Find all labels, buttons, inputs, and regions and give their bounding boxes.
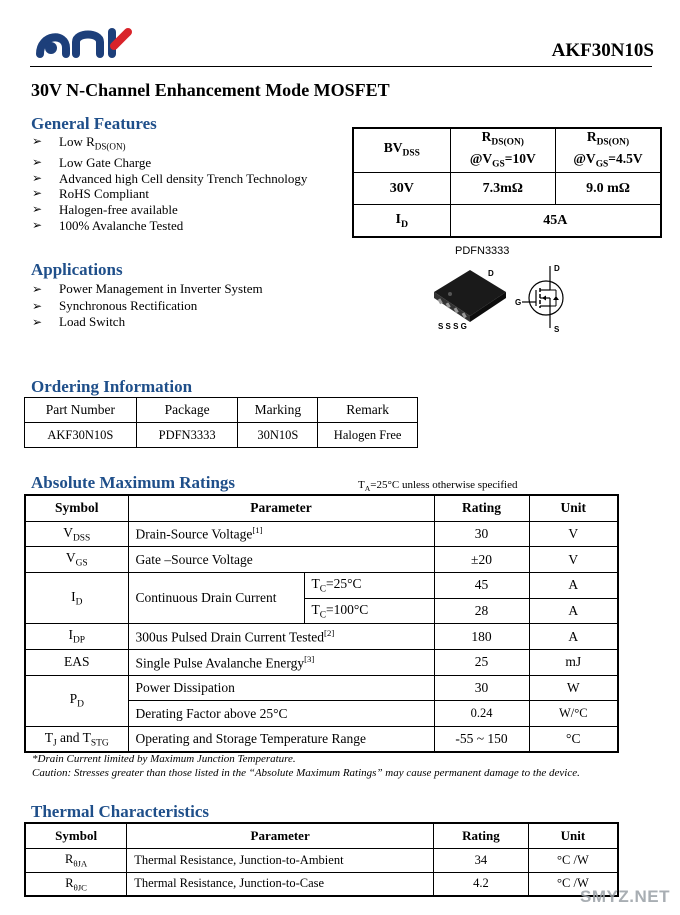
mosfet-symbol-icon — [512, 262, 572, 334]
spec-id-label: $I_D$ — [353, 205, 450, 237]
amr-rating: 0.24 — [434, 701, 529, 727]
feature-item: ➢ Halogen-free available — [32, 201, 178, 217]
amr-unit: °C — [529, 727, 618, 753]
header-rule — [30, 66, 652, 67]
thermal-unit: °C /W — [528, 872, 618, 896]
amr-header-unit: Unit — [529, 495, 618, 521]
spec-bvdss-value: 30V — [353, 173, 450, 205]
spec-bvdss-header: $BV_{DSS}$ — [353, 128, 450, 173]
table-row — [25, 848, 618, 872]
amr-unit: W/°C — [529, 701, 618, 727]
thermal-header-symbol: Symbol — [25, 823, 127, 848]
amr-parameter: Single Pulse Avalanche Energy[3] — [128, 649, 434, 675]
thermal-table — [24, 822, 619, 897]
ordering-marking: 30N10S — [238, 423, 318, 448]
ordering-part: AKF30N10S — [25, 423, 137, 448]
spec-rds45-value: 9.0 mΩ — [556, 173, 662, 205]
pkg-pin-row: S S S G — [438, 322, 467, 331]
amr-unit: A — [529, 598, 618, 624]
company-logo — [36, 26, 132, 60]
amr-symbol: $I_D$ — [25, 572, 128, 623]
thermal-symbol: $R_{\theta JC}$ — [25, 872, 127, 896]
amr-symbol: $V_{GS}$ — [25, 547, 128, 573]
amr-parameter: Gate –Source Voltage — [128, 547, 434, 573]
ordering-header-marking: Marking — [238, 398, 318, 423]
thermal-rating: 4.2 — [434, 872, 529, 896]
application-item: ➢ Synchronous Rectification — [32, 297, 198, 313]
amr-rating: 30 — [434, 521, 529, 547]
amr-rating: 28 — [434, 598, 529, 624]
thermal-header-rating: Rating — [434, 823, 529, 848]
amr-parameter: Drain-Source Voltage[1] — [128, 521, 434, 547]
amr-parameter: Power Dissipation — [128, 675, 434, 701]
thermal-heading: Thermal Characteristics — [31, 802, 209, 821]
thermal-parameter: Thermal Resistance, Junction-to-Case — [127, 872, 434, 896]
amr-rating: ±20 — [434, 547, 529, 573]
site-watermark: SMYZ.NET — [580, 887, 670, 906]
document-title: 30V N-Channel Enhancement Mode MOSFET — [31, 80, 390, 100]
general-features-heading: General Features — [31, 114, 157, 133]
footnote-caution: Caution: Stresses greater than those listed in the “Absolute Maximum Ratings” may cause permanent damage to the device. — [32, 767, 580, 779]
amr-unit: A — [529, 624, 618, 650]
ordering-heading: Ordering Information — [31, 377, 193, 396]
symbol-g-label: G — [515, 298, 522, 307]
amr-condition: $T_C=100^\circ C$ — [304, 598, 434, 624]
package-chip-image — [430, 262, 510, 334]
amr-symbol: $V_{DSS}$ — [25, 521, 128, 547]
amr-rating: 45 — [434, 572, 529, 598]
spec-id-value: 45A — [450, 205, 661, 237]
features-list — [32, 134, 307, 233]
applications-list — [32, 281, 263, 331]
ordering-remark: Halogen Free — [318, 423, 418, 448]
amr-unit: V — [529, 547, 618, 573]
part-number-title: AKF30N10S — [551, 40, 654, 61]
amr-parameter: Continuous Drain Current — [128, 572, 304, 623]
amr-parameter: Operating and Storage Temperature Range — [128, 727, 434, 753]
amr-parameter: Derating Factor above 25°C — [128, 701, 434, 727]
ordering-table — [24, 397, 418, 448]
amr-rating: 25 — [434, 649, 529, 675]
table-row — [25, 649, 618, 675]
amr-unit: V — [529, 521, 618, 547]
application-item: ➢ Load Switch — [32, 314, 126, 329]
amr-rating: 180 — [434, 624, 529, 650]
footnote-drain-current: *Drain Current limited by Maximum Junction Temperature. — [32, 753, 296, 765]
abs-max-condition-note: $T_A=25^\circ C$ unless otherwise specified — [358, 479, 518, 494]
ordering-header-package: Package — [136, 398, 238, 423]
table-row — [25, 521, 618, 547]
amr-parameter: 300us Pulsed Drain Current Tested[2] — [128, 624, 434, 650]
amr-header-symbol: Symbol — [25, 495, 128, 521]
ordering-header-part: Part Number — [25, 398, 137, 423]
spec-rds45-header: $R_{DS(ON)}$ $@V_{GS}=4.5V$ — [556, 128, 662, 173]
feature-item: ➢ Low Gate Charge — [32, 155, 152, 171]
table-row — [25, 624, 618, 650]
thermal-header-parameter: Parameter — [127, 823, 434, 848]
thermal-header-unit: Unit — [528, 823, 618, 848]
applications-heading: Applications — [31, 260, 123, 279]
amr-unit: mJ — [529, 649, 618, 675]
abs-max-heading: Absolute Maximum Ratings — [31, 473, 236, 492]
amr-symbol: $P_D$ — [25, 675, 128, 726]
feature-item: ➢ 100% Avalanche Tested — [32, 217, 184, 233]
table-row — [25, 727, 618, 753]
abs-max-ratings-table — [24, 494, 619, 753]
table-row — [25, 675, 618, 701]
amr-unit: W — [529, 675, 618, 701]
thermal-parameter: Thermal Resistance, Junction-to-Ambient — [127, 848, 434, 872]
symbol-d-label: D — [554, 264, 560, 273]
amr-symbol: $I_{DP}$ — [25, 624, 128, 650]
spec-rds10-value: 7.3mΩ — [450, 173, 555, 205]
table-row — [25, 547, 618, 573]
amr-rating: -55 ~ 150 — [434, 727, 529, 753]
feature-item: ➢ RoHS Compliant — [32, 186, 149, 202]
thermal-unit: °C /W — [528, 848, 618, 872]
feature-item: ➢ Low $R_{DS(ON)}$ — [32, 134, 126, 152]
amr-header-parameter: Parameter — [128, 495, 434, 521]
ordering-package: PDFN3333 — [136, 423, 238, 448]
feature-item: ➢ Advanced high Cell density Trench Technology — [32, 170, 308, 186]
amr-rating: 30 — [434, 675, 529, 701]
table-row — [25, 572, 618, 598]
amr-symbol: $T_J$ and $T_{STG}$ — [25, 727, 128, 753]
package-label: PDFN3333 — [455, 245, 510, 257]
table-row — [25, 872, 618, 896]
amr-unit: A — [529, 572, 618, 598]
amr-header-rating: Rating — [434, 495, 529, 521]
thermal-symbol: $R_{\theta JA}$ — [25, 848, 127, 872]
pkg-d-label: D — [488, 269, 494, 278]
ordering-header-remark: Remark — [318, 398, 418, 423]
amr-condition: $T_C=25^\circ C$ — [304, 572, 434, 598]
application-item: ➢ Power Management in Inverter System — [32, 281, 263, 296]
spec-rds10-header: $R_{DS(ON)}$ $@V_{GS}=10V$ — [450, 128, 555, 173]
key-spec-table — [352, 127, 662, 238]
thermal-rating: 34 — [434, 848, 529, 872]
symbol-s-label: S — [554, 325, 560, 334]
amr-symbol: EAS — [25, 649, 128, 675]
